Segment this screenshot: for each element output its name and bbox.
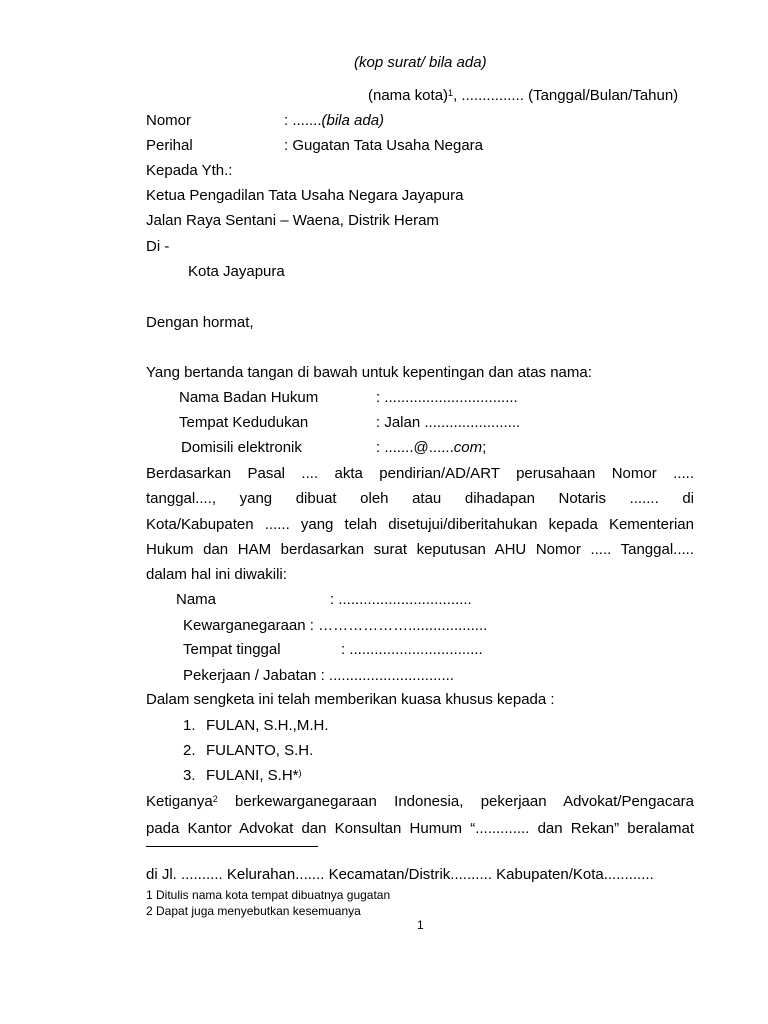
nomor-label: Nomor: [146, 112, 192, 129]
domicile-prefix: : .......@......: [376, 439, 454, 456]
recipient-kepada: Kepada Yth.:: [146, 162, 233, 179]
nomor-value: [284, 112, 384, 130]
basis-line-3: Kota/Kabupaten ...... yang telah disetujui/diberitahukan kepada Kementerian: [146, 516, 694, 533]
rep-name-label: Nama: [176, 591, 217, 608]
page-number: 1: [417, 918, 424, 932]
attorney-2-name: FULANTO, S.H.: [206, 742, 314, 759]
basis-line-4: Hukum dan HAM berdasarkan surat keputusan AHU Nomor ..... Tanggal.....: [146, 541, 694, 558]
domicile-suffix: ;: [482, 439, 487, 456]
date-line: [368, 87, 678, 105]
closing-start: Ketiganya: [146, 793, 213, 810]
rep-name-value: : ................................: [330, 591, 472, 608]
recipient-di: Di -: [146, 238, 170, 255]
date-rest: , ............... (Tanggal/Bulan/Tahun): [453, 87, 679, 104]
closing-line-2: pada Kantor Advokat dan Konsultan Humum “............. dan Rekan” beralamat: [146, 820, 694, 837]
perihal-value: : Gugatan Tata Usaha Negara: [284, 137, 484, 154]
attorney-1-name: FULAN, S.H.,M.H.: [206, 717, 329, 734]
attorney-2-num: 2.: [183, 742, 196, 759]
rep-residence-label: Tempat tinggal: [183, 641, 281, 658]
footnote-ref-2: 2: [212, 794, 218, 804]
attorney-intro: Dalam sengketa ini telah memberikan kuasa khusus kepada :: [146, 691, 555, 708]
perihal-label: Perihal: [146, 137, 193, 154]
nomor-note: (bila ada): [321, 112, 385, 129]
footnote-separator: [146, 846, 318, 847]
attorney-3-name-line: [206, 767, 302, 785]
basis-line-1: Berdasarkan Pasal .... akta pendirian/AD/ART perusahaan Nomor .....: [146, 465, 694, 482]
entity-domicile-value: [376, 439, 486, 457]
rep-job: Pekerjaan / Jabatan : ..............................: [183, 667, 454, 684]
basis-line-5: dalam hal ini diwakili:: [146, 566, 287, 583]
domicile-domain: com: [453, 439, 483, 456]
recipient-line2: Jalan Raya Sentani – Waena, Distrik Heram: [146, 212, 439, 229]
attorney-3-name: FULANI, S.H*: [206, 767, 299, 784]
date-city: (nama kota): [368, 87, 449, 104]
rep-residence-value: : ................................: [341, 641, 483, 658]
closing-line-1: [146, 793, 694, 811]
closing-rest: berkewarganegaraan Indonesia, pekerjaan Advokat/Pengacara: [217, 793, 694, 810]
footnote-ref-1: 1: [448, 88, 454, 98]
rep-citizenship: Kewarganegaraan : ………………...................: [183, 617, 488, 634]
recipient-line1: Ketua Pengadilan Tata Usaha Negara Jayapura: [146, 187, 464, 204]
letterhead-placeholder: (kop surat/ bila ada): [354, 54, 487, 71]
closing-line-3: di Jl. .......... Kelurahan....... Kecamatan/Distrik.......... Kabupaten/Kota............: [146, 866, 654, 883]
basis-line-2: tanggal...., yang dibuat oleh atau dihadapan Notaris ....... di: [146, 490, 694, 507]
intro-paragraph: Yang bertanda tangan di bawah untuk kepentingan dan atas nama:: [146, 364, 592, 381]
entity-seat-value: : Jalan .......................: [376, 414, 521, 431]
greeting: Dengan hormat,: [146, 314, 254, 331]
entity-domicile-label: Domisili elektronik: [181, 439, 302, 456]
recipient-city: Kota Jayapura: [188, 263, 285, 280]
attorney-1-num: 1.: [183, 717, 196, 734]
entity-name-label: Nama Badan Hukum: [179, 389, 319, 406]
entity-name-value: : ................................: [376, 389, 518, 406]
footnote-1: 1 Ditulis nama kota tempat dibuatnya gugatan: [146, 888, 391, 902]
nomor-sep: : .......: [284, 112, 322, 129]
entity-seat-label: Tempat Kedudukan: [179, 414, 309, 431]
attorney-3-num: 3.: [183, 767, 196, 784]
attorney-3-mark: ): [298, 768, 302, 778]
footnote-2: 2 Dapat juga menyebutkan kesemuanya: [146, 904, 361, 918]
